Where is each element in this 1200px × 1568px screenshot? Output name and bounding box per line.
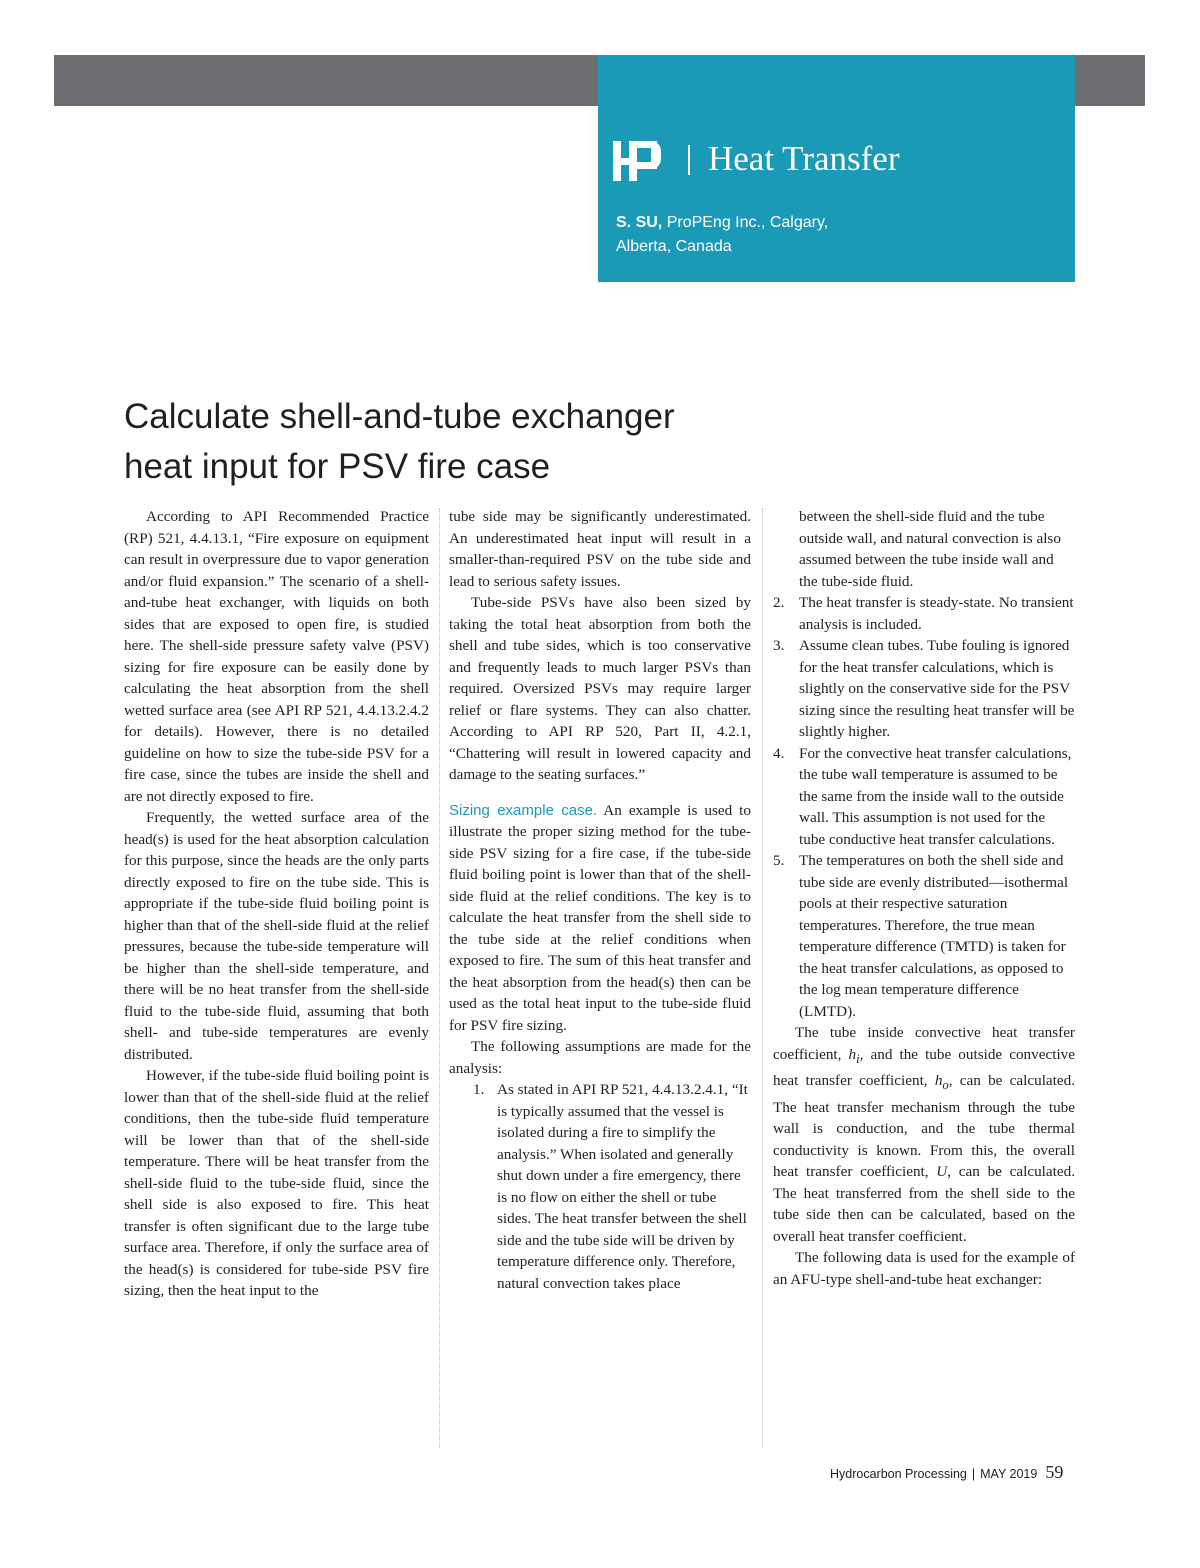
assumptions-list-cont <box>773 506 1075 1022</box>
list-text: For the convective heat transfer calculations, the tube wall temperature is assumed to be the same from the inside wall to the outside wall. This assumption is not used for the tube conductive heat transfer calculations. <box>799 744 1072 848</box>
column-rule-1 <box>439 508 440 1448</box>
author-block <box>616 211 828 259</box>
list-text: between the shell-side fluid and the tube outside wall, and natural convection is also assumed between the tube inside wall and the tube-side fluid. <box>799 508 1061 590</box>
hp-logo-icon <box>613 141 673 181</box>
page-number: 59 <box>1045 1462 1064 1482</box>
list-number: 5. <box>773 852 785 869</box>
column-1 <box>124 506 429 1302</box>
page-footer <box>830 1462 1063 1483</box>
title-line-2: heat input for PSV fire case <box>124 447 551 486</box>
title-divider <box>688 145 690 175</box>
symbol: h <box>848 1045 857 1063</box>
list-item-continued <box>773 506 1075 592</box>
footer-divider: | <box>971 1467 976 1481</box>
list-text: Assume clean tubes. Tube fouling is ignored for the heat transfer calculations, which is slightly on the conservative side for the PSV sizing since the resulting heat transfer will be slightly higher. <box>799 637 1075 740</box>
paragraph-text: An example is used to illustrate the proper sizing method for the tube-side PSV sizing for a fire case, if the tube-side fluid boiling point is lower than that of the shell-side fluid at the relief conditions. The key is to calculate the heat transfer from the shell side to the tube side at the relief conditions when exposed to fire. The sum of this heat transfer and the heat absorption from the head(s) then can be used as the total heat input to the tube-side fluid for PSV fire sizing. <box>449 801 751 1034</box>
title-line-1: Calculate shell-and-tube exchanger <box>124 397 675 436</box>
text-run: The tube inside convective heat transfer coefficient, <box>773 1024 1075 1063</box>
list-text: The temperatures on both the shell side and tube side are evenly distributed—isothermal pools at their respective saturation temperatures. Therefore, the true mean temperature difference (TMTD) is taken for the heat transfer calculations, as opposed to the log mean temperature difference (LMTD). <box>799 852 1069 1020</box>
text-run: , can be calculated. The heat transferred from the shell side to the tube side then can be calculated, based on the overall heat transfer coefficient. <box>773 1163 1075 1245</box>
symbol: h <box>934 1072 943 1090</box>
paragraph: The following assumptions are made for the analysis: <box>449 1038 751 1077</box>
paragraph: Tube-side PSVs have also been sized by taking the total heat absorption from both the shell and tube sides, which is too conservative and frequently leads to much larger PSVs than required. Oversized PSVs may require larger relief or flare systems. They can also chatter. According to API RP 520, Part II, 4.2.1, “Chattering will result in lowered capacity and damage to the seating surfaces.” <box>449 594 751 783</box>
symbol-u: U <box>936 1163 948 1181</box>
paragraph <box>773 1022 1075 1247</box>
author-name: S. SU, <box>616 214 663 231</box>
symbol-ho <box>934 1072 949 1093</box>
list-text: As stated in API RP 521, 4.4.13.2.4.1, “It is typically assumed that the vessel is isolated during a fire to simplify the analysis.” When isolated and generally shut down under a fire emergency, there is no flow on either the shell or tube sides. The heat transfer between the shell side and the tube side will be driven by temperature difference only. Therefore, natural convection takes place <box>497 1081 748 1292</box>
list-number: 3. <box>773 637 785 654</box>
paragraph: According to API Recommended Practice (RP) 521, 4.4.13.1, “Fire exposure on equipment can result in overpressure due to vapor generation and/or fluid expansion.” The scenario of a shell-and-tube heat exchanger, with liquids on both sides that are exposed to open fire, is studied here. The shell-side pressure safety valve (PSV) sizing for fire exposure can be easily done by calculating the heat absorption from the shell wetted surface area (see API RP 521, 4.4.13.2.4.2 for details). However, there is no detailed guideline on how to size the tube-side PSV for a fire case, since the tubes are inside the shell and are not directly exposed to fire. <box>124 508 429 805</box>
list-text: The heat transfer is steady-state. No transient analysis is included. <box>799 594 1074 633</box>
section-banner <box>598 55 1075 282</box>
paragraph: However, if the tube-side fluid boiling point is lower than that of the shell-side fluid at the relief conditions, then the tube-side fluid temperature will be lower than that of the shell-side temperature. There will be heat transfer from the shell-side fluid to the tube-side fluid, since the shell side is also exposed to fire. This heat transfer is often significant due to the large tube surface area. Therefore, if only the surface area of the head(s) is considered for tube-side PSV fire sizing, then the heat input to the <box>124 1067 429 1299</box>
list-number: 4. <box>773 744 785 762</box>
paragraph: The following data is used for the example of an AFU-type shell-and-tube heat exchanger: <box>773 1249 1075 1288</box>
list-item <box>773 850 1075 1022</box>
assumptions-list <box>449 1079 751 1294</box>
author-location: Alberta, Canada <box>616 238 732 255</box>
paragraph: Frequently, the wetted surface area of the head(s) is used for the heat absorption calculation for this purpose, since the heads are the only parts directly exposed to fire on the tube side. This is appropriate if the tube-side fluid boiling point is higher than that of the shell-side fluid at the relief pressures, because the tube-side temperature will be higher than the shell-side temperature, and there will be no heat transfer from the shell-side fluid to the tube-side fluid, assuming that both shell- and tube-side temperatures are evenly distributed. <box>124 809 429 1063</box>
symbol-hi <box>848 1045 860 1066</box>
text-run: , can be calculated. The heat transfer mechanism through the tube wall is conduction, and the tube thermal conductivity is known. From this, the overall heat transfer coefficient, <box>773 1072 1076 1181</box>
column-rule-2 <box>762 508 763 1448</box>
list-item <box>773 592 1075 635</box>
list-number: 1. <box>473 1081 485 1098</box>
section-title: Heat Transfer <box>708 139 900 178</box>
list-item <box>773 743 1075 851</box>
issue-date: MAY 2019 <box>980 1467 1038 1481</box>
article-title <box>124 392 824 492</box>
column-2 <box>449 506 751 1294</box>
text-run: , and the tube outside convective heat transfer coefficient, <box>773 1045 1076 1090</box>
subscript: i <box>856 1051 860 1066</box>
author-affiliation: ProPEng Inc., Calgary, <box>666 214 829 231</box>
paragraph <box>449 800 751 1037</box>
paragraph: tube side may be significantly underestimated. An underestimated heat input will result in a smaller-than-required PSV on the tube side and lead to serious safety issues. <box>449 508 751 590</box>
column-3 <box>773 506 1075 1290</box>
subscript: o <box>942 1078 949 1093</box>
list-item <box>773 635 1075 743</box>
publication-name: Hydrocarbon Processing <box>830 1467 967 1481</box>
list-item <box>449 1079 751 1294</box>
section-subhead: Sizing example case. <box>449 801 598 819</box>
list-number: 2. <box>773 594 785 611</box>
